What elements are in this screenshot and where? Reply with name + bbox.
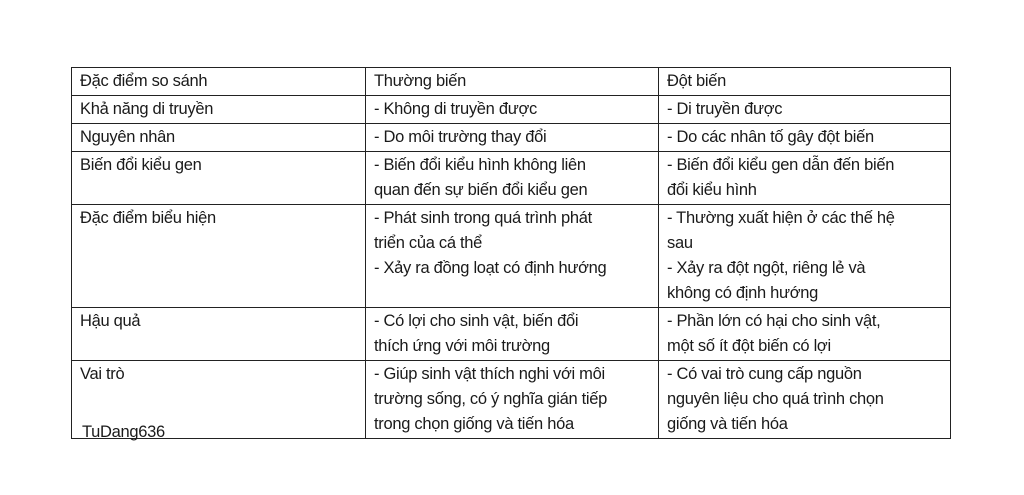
row-criterion: Khả năng di truyền: [72, 96, 366, 124]
cell-line: triển của cá thể: [374, 234, 483, 252]
cell-line: - Di truyền được: [667, 100, 783, 118]
cell-line: giống và tiến hóa: [667, 415, 788, 433]
cell-line: đổi kiểu hình: [667, 181, 757, 199]
cell-dot-bien: [659, 308, 951, 361]
table-row: [72, 96, 951, 124]
cell-line: trong chọn giống và tiến hóa: [374, 415, 574, 433]
cell-line: - Biến đổi kiểu gen dẫn đến biến: [667, 156, 895, 174]
cell-line: - Do các nhân tố gây đột biến: [667, 128, 874, 146]
cell-dot-bien: [659, 96, 951, 124]
cell-dot-bien: [659, 361, 951, 439]
cell-thuong-bien: [366, 308, 659, 361]
cell-thuong-bien: [366, 124, 659, 152]
cell-thuong-bien: [366, 361, 659, 439]
cell-line: nguyên liệu cho quá trình chọn: [667, 390, 884, 408]
header-dot-bien: Đột biến: [659, 68, 951, 96]
table-row: [72, 205, 951, 308]
cell-line: - Có vai trò cung cấp nguồn: [667, 365, 862, 383]
cell-thuong-bien: [366, 152, 659, 205]
header-criterion: Đặc điểm so sánh: [72, 68, 366, 96]
cell-line: sau: [667, 234, 693, 252]
row-criterion: Vai trò: [72, 361, 366, 439]
cell-thuong-bien: [366, 96, 659, 124]
cell-line: - Xảy ra đồng loạt có định hướng: [374, 259, 607, 277]
cell-line: - Phát sinh trong quá trình phát: [374, 209, 592, 227]
cell-line: - Phần lớn có hại cho sinh vật,: [667, 312, 881, 330]
cell-dot-bien: [659, 152, 951, 205]
cell-line: - Thường xuất hiện ở các thế hệ: [667, 209, 895, 227]
row-criterion: Đặc điểm biểu hiện: [72, 205, 366, 308]
table-header-row: [72, 68, 951, 96]
row-criterion: Biến đổi kiểu gen: [72, 152, 366, 205]
header-thuong-bien: Thường biến: [366, 68, 659, 96]
cell-line: - Có lợi cho sinh vật, biến đổi: [374, 312, 579, 330]
comparison-table: [71, 67, 951, 439]
cell-line: quan đến sự biến đổi kiểu gen: [374, 181, 588, 199]
cell-line: - Biến đổi kiểu hình không liên: [374, 156, 586, 174]
table-row: [72, 124, 951, 152]
cell-line: thích ứng với môi trường: [374, 337, 550, 355]
table-row: [72, 308, 951, 361]
author-signature: TuDang636: [82, 423, 165, 441]
cell-line: không có định hướng: [667, 284, 819, 302]
cell-line: - Giúp sinh vật thích nghi với môi: [374, 365, 605, 383]
cell-thuong-bien: [366, 205, 659, 308]
row-criterion: Hậu quả: [72, 308, 366, 361]
table-row: [72, 152, 951, 205]
cell-dot-bien: [659, 205, 951, 308]
row-criterion: Nguyên nhân: [72, 124, 366, 152]
cell-dot-bien: [659, 124, 951, 152]
cell-line: trường sống, có ý nghĩa gián tiếp: [374, 390, 608, 408]
cell-line: - Không di truyền được: [374, 100, 537, 118]
table-row: [72, 361, 951, 439]
cell-line: - Xảy ra đột ngột, riêng lẻ và: [667, 259, 866, 277]
cell-line: một số ít đột biến có lợi: [667, 337, 831, 355]
cell-line: - Do môi trường thay đổi: [374, 128, 547, 146]
